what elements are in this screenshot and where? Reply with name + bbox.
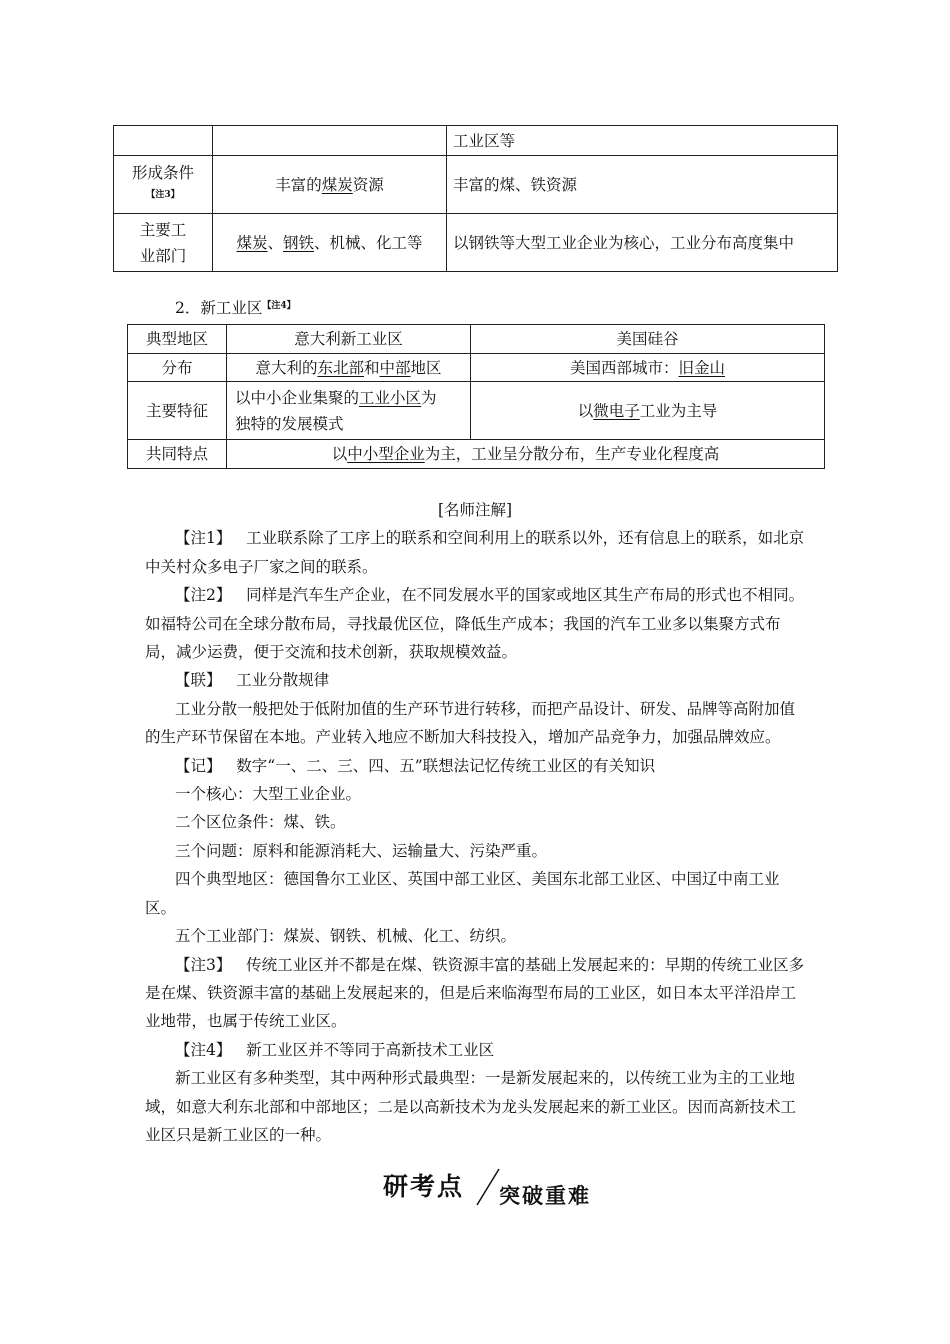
traditional-industry-table	[113, 125, 838, 272]
ji-item: 一个核心：大型工业企业。	[175, 785, 362, 804]
table-cell: 煤炭、钢铁、机械、化工等	[213, 214, 447, 272]
table-header: 意大利新工业区	[227, 325, 471, 354]
table-header: 美国硅谷	[471, 325, 825, 354]
table-cell: 丰富的煤、铁资源	[447, 156, 838, 214]
lian-heading: 【联】 工业分散规律	[175, 671, 330, 690]
ji-item: 二个区位条件：煤、铁。	[175, 813, 346, 832]
ji-heading: 【记】 数字“一、二、三、四、五”联想法记忆传统工业区的有关知识	[175, 756, 656, 775]
note-marker: 【注4】	[262, 301, 296, 311]
banner-left-text: 研考点	[383, 1172, 465, 1201]
note-4-heading: 【注4】 新工业区并不等同于高新技术工业区	[175, 1040, 495, 1059]
ji-item: 三个问题：原料和能源消耗大、运输量大、污染严重。	[175, 841, 548, 860]
table-cell	[114, 126, 213, 156]
section-banner	[383, 1165, 613, 1211]
table-cell: 意大利的东北部和中部地区	[227, 354, 471, 382]
section-heading: 2．新工业区$^{【注4】}$	[175, 299, 296, 317]
new-industry-table	[127, 324, 825, 469]
row-label-conditions: 形成条件 $^{【注3】}$	[114, 156, 213, 214]
note-1: 【注1】 工业联系除了工序上的联系和空间利用上的联系以外，还有信息上的联系，如北京中关村众多电子厂家之间的联系。	[145, 529, 805, 576]
table-cell	[213, 126, 447, 156]
table-header: 典型地区	[128, 325, 227, 354]
ji-item: 四个典型地区：德国鲁尔工业区、英国中部工业区、美国东北部工业区、中国辽中南工业区。	[145, 870, 780, 917]
table-row	[114, 214, 838, 272]
teacher-notes	[145, 496, 805, 1149]
table-cell: 以中小型企业为主，工业呈分散分布，生产专业化程度高	[227, 440, 825, 469]
table-row	[114, 126, 838, 156]
table-cell: 以中小企业集聚的工业小区为 独特的发展模式	[227, 382, 471, 440]
table-row	[128, 382, 825, 440]
table-row	[128, 440, 825, 469]
row-label: 分布	[128, 354, 227, 382]
row-label: 共同特点	[128, 440, 227, 469]
table-header-row	[128, 325, 825, 354]
table-cell: 以钢铁等大型工业企业为核心，工业分布高度集中	[447, 214, 838, 272]
table-cell: 丰富的煤炭资源	[213, 156, 447, 214]
note-4-text: 新工业区有多种类型，其中两种形式最典型：一是新发展起来的，以传统工业为主的工业地域，如意大利东北部和中部地区；二是以高新技术为龙头发展起来的新工业区。因而高新技术工业区只是新工业区的一种。	[145, 1069, 797, 1144]
note-3: 【注3】 传统工业区并不都是在煤、铁资源丰富的基础上发展起来的：早期的传统工业区多是在煤、铁资源丰富的基础上发展起来的，但是后来临海型布局的工业区，如日本太平洋沿岸工业地带，也属于传统工业区。	[145, 955, 805, 1031]
table-cell: 以微电子工业为主导	[471, 382, 825, 440]
table-row	[114, 156, 838, 214]
note-marker: 【注3】	[146, 189, 180, 200]
banner-right-text: 突破重难	[499, 1184, 591, 1208]
row-label-departments: 主要工 业部门	[114, 214, 213, 272]
table-row	[128, 354, 825, 382]
notes-caption: [名师注解]	[437, 501, 513, 519]
row-label: 主要特征	[128, 382, 227, 440]
note-2: 【注2】 同样是汽车生产企业，在不同发展水平的国家或地区其生产布局的形式也不相同。如福特公司在全球分散布局，寻找最优区位，降低生产成本；我国的汽车工业多以集聚方式布局，减少运费，便于交流和技术创新，获取规模效益。	[145, 586, 805, 662]
table-cell: 美国西部城市：旧金山	[471, 354, 825, 382]
lian-text: 工业分散一般把处于低附加值的生产环节进行转移，而把产品设计、研发、品牌等高附加值的生产环节保留在本地。产业转入地应不断加大科技投入，增加产品竞争力，加强品牌效应。	[145, 699, 796, 747]
table-cell: 工业区等	[447, 126, 838, 156]
ji-item: 五个工业部门：煤炭、钢铁、机械、化工、纺织。	[175, 927, 517, 946]
